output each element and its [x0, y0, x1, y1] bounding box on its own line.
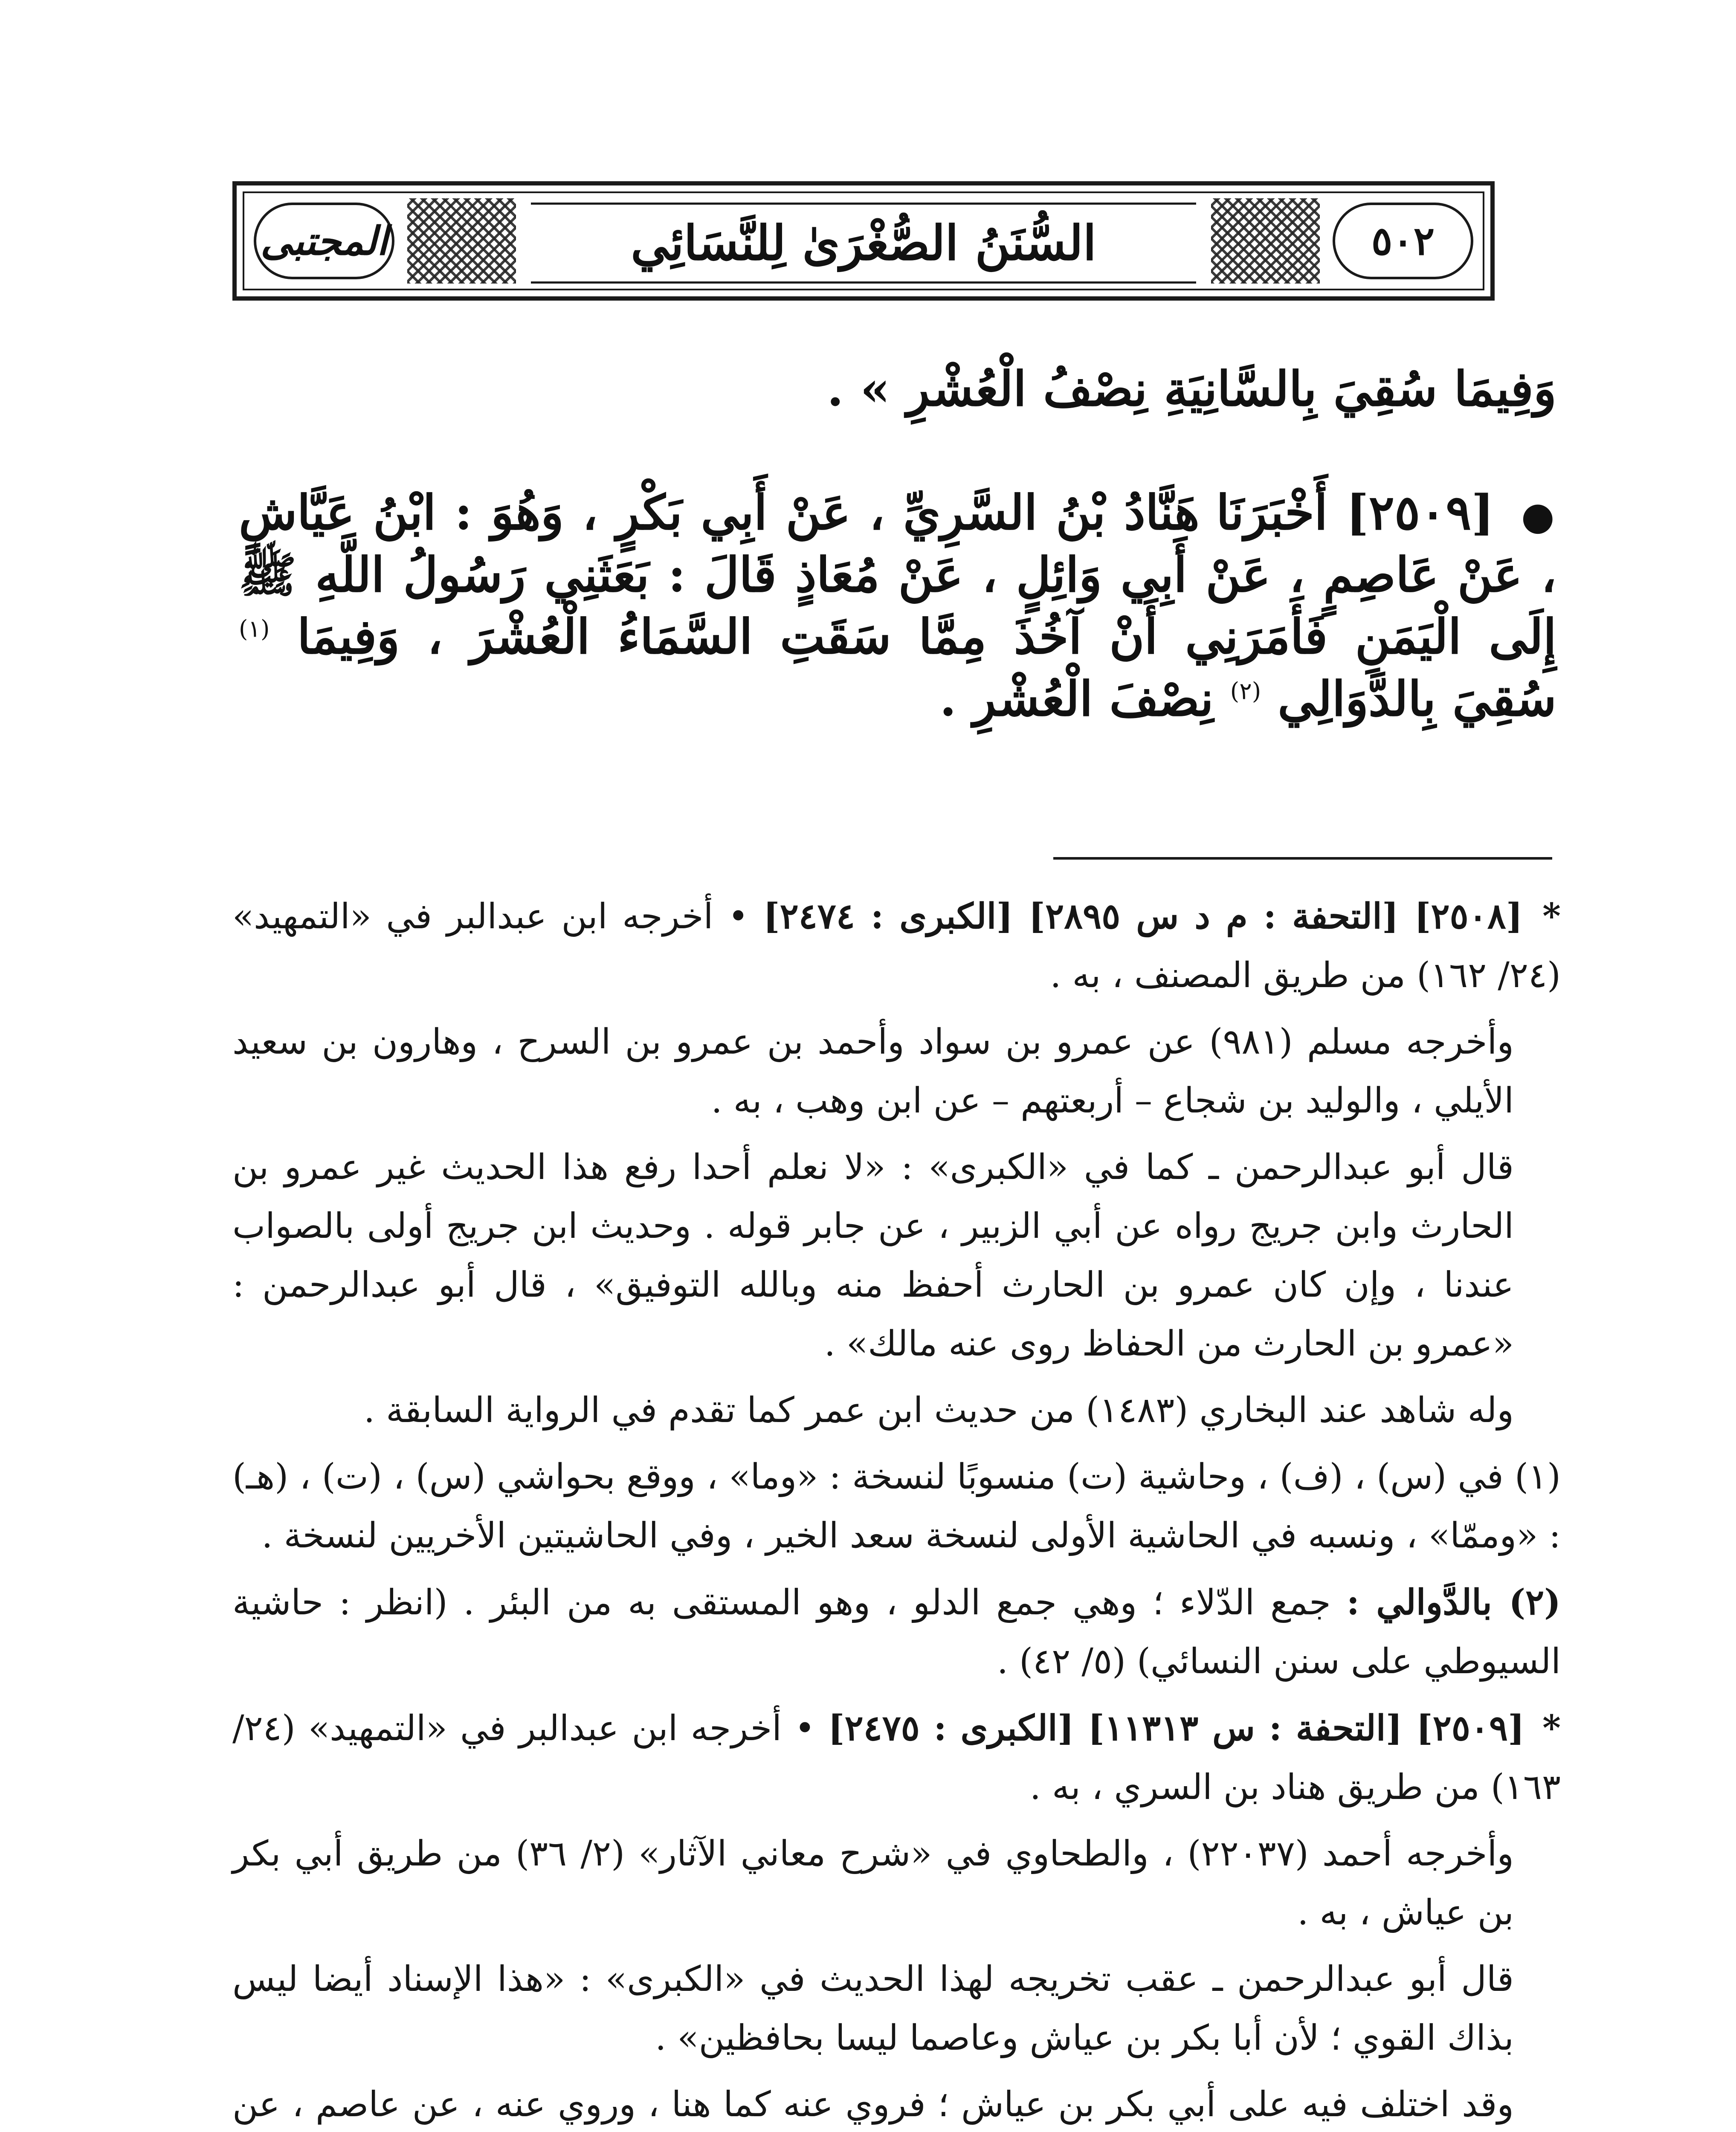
- footnotes: [232, 887, 1561, 2132]
- page-number: ٥٠٢: [1333, 203, 1473, 279]
- note-paragraph: وله شاهد عند البخاري (١٤٨٣) من حديث ابن عمر كما تقدم في الرواية السابقة .: [363, 1390, 1514, 1431]
- hadith-text-b: سُقِيَ بِالدَّوَالِي: [1278, 671, 1556, 727]
- note-2508-body: • أخرجه ابن عبدالبر في «التمهيد» (٢٤/ ١٦٢) من طريق المصنف ، به .: [232, 896, 1561, 996]
- hadith-number: [٢٥٠٩]: [1346, 485, 1494, 541]
- hadith-text-c: نِصْفَ الْعُشْرِ .: [939, 671, 1214, 727]
- footnote-2-body: جمع الدّلاء ؛ وهي جمع الدلو ، وهو المستقى به من البئر . (انظر : حاشية السيوطي على سنن النسائي) (٥/ ٤٢) .: [232, 1582, 1561, 1682]
- asterisk-icon: *: [1542, 896, 1561, 937]
- note-paragraph: وأخرجه أحمد (٢٢٠٣٧) ، والطحاوي في «شرح معاني الآثار» (٢/ ٣٦) من طريق أبي بكر بن عياش ، به .: [232, 1834, 1514, 1933]
- volume-label: المجتبى: [254, 203, 394, 279]
- footnote-2: [232, 1573, 1561, 1691]
- note-2508-head: [٢٥٠٨] [التحفة : م د س ٢٨٩٥] [الكبرى : ٢٤٧٤]: [763, 896, 1523, 937]
- asterisk-icon: *: [1542, 1708, 1561, 1749]
- hadith-text-a: أَخْبَرَنَا هَنَّادُ بْنُ السَّرِيِّ ، عَنْ أَبِي بَكْرٍ ، وَهُوَ : ابْنُ عَيَّاشٍ ، عَنْ عَاصِمٍ ، عَنْ أَبِي وَائِلٍ ، عَنْ مُعَاذٍ قَالَ : بَعَثَنِي رَسُولُ اللَّهِ ﷺ إِلَى الْيَمَنِ فَأَمَرَنِي أَنْ آخُذَ مِمَّا سَقَتِ السَّمَاءُ الْعُشْرَ ، وَفِيمَا: [239, 485, 1557, 665]
- note-paragraph: قال أبو عبدالرحمن ـ كما في «الكبرى» : «لا نعلم أحدا رفع هذا الحديث غير عمرو بن الحارث وابن جريج رواه عن أبي الزبير ، عن جابر قوله . وحديث ابن جريج أولى بالصواب عندنا ، وإن كان عمرو بن الحارث أحفظ منه وبالله التوفيق» ، قال أبو عبدالرحمن : «عمرو بن الحارث من الحفاظ روى عنه مالك» .: [232, 1147, 1514, 1364]
- book-title: السُّنَنُ الصُّغْرَىٰ لِلنَّسَائِي: [531, 203, 1196, 284]
- note-paragraph: قال أبو عبدالرحمن ـ عقب تخريجه لهذا الحديث في «الكبرى» : «هذا الإسناد أيضا ليس بذاك القوي ؛ لأن أبا بكر بن عياش وعاصما ليسا بحافظين» .: [232, 1959, 1514, 2058]
- footnote-1: (١) في (س) ، (ف) ، وحاشية (ت) منسوبًا لنسخة : «وما» ، ووقع بحواشي (س) ، (ت) ، (هـ) : «وممّا» ، ونسبه في الحاشية الأولى لنسخة سعد الخير ، وفي الحاشيتين الأخريين لنسخة .: [232, 1457, 1561, 1556]
- header-ornament-left: [407, 198, 516, 284]
- note-paragraph: وأخرجه مسلم (٩٨١) عن عمرو بن سواد وأحمد بن عمرو بن السرح ، وهارون بن سعيد الأيلي ، والوليد بن شجاع – أربعتهم – عن ابن وهب ، به .: [232, 1022, 1514, 1121]
- note-2508: [232, 887, 1561, 1005]
- page-header: [232, 181, 1495, 301]
- footnote-ref-2: (٢): [1230, 677, 1261, 705]
- footnote-ref-1: (١): [239, 615, 270, 643]
- note-2509-head: [٢٥٠٩] [التحفة : س ١١٣١٣] [الكبرى : ٢٤٧٥]: [828, 1708, 1524, 1749]
- note-2509-body: • أخرجه ابن عبدالبر في «التمهيد» (٢٤/ ١٦٣) من طريق هناد بن السري ، به .: [232, 1708, 1561, 1808]
- main-line-1: وَفِيمَا سُقِيَ بِالسَّانِيَةِ نِصْفُ الْعُشْرِ » .: [827, 361, 1556, 417]
- hadith-2509: [239, 482, 1556, 730]
- bullet-icon: ●: [1521, 493, 1557, 539]
- header-ornament-right: [1211, 198, 1320, 284]
- footnote-2-head: (٢) بالدَّوالي :: [1346, 1582, 1561, 1623]
- footnote-divider: [1053, 857, 1552, 860]
- note-paragraph: وقد اختلف فيه على أبي بكر بن عياش ؛ فروي عنه كما هنا ، وروي عنه ، عن عاصم ، عن: [232, 2084, 1514, 2125]
- note-2509: [232, 1699, 1561, 1817]
